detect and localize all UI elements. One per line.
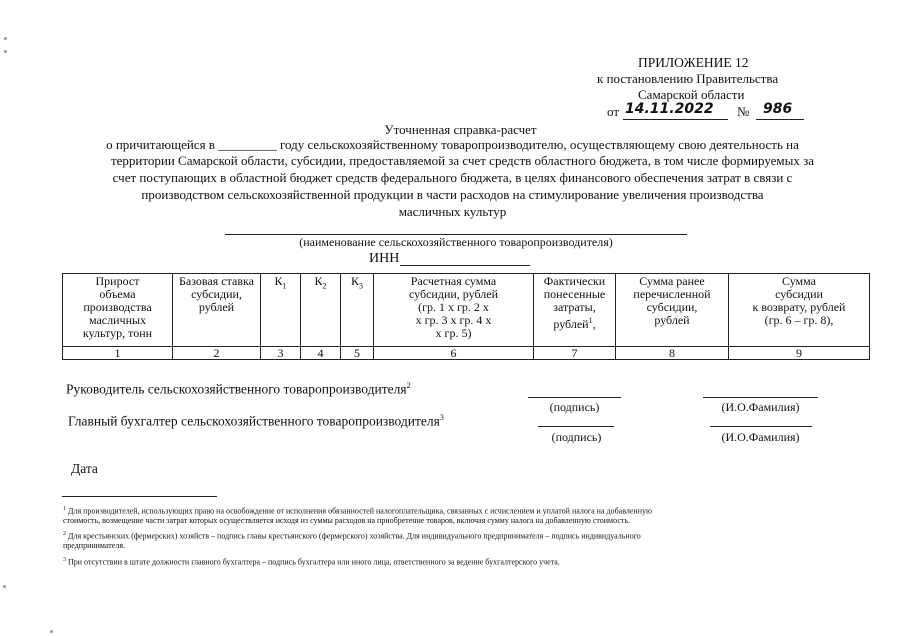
- handwritten-date: 14.11.2022: [625, 101, 714, 117]
- table-number-row: [63, 347, 870, 360]
- accountant-signature-label: Главный бухгалтер сельскохозяйственного товаропроизводителя$^3$: [68, 413, 444, 429]
- footnote-3: $^3$ При отсутствии в штате должности главного бухгалтера – подпись бухгалтера или иного лица, ответственного за ведение бухгалтерского учета.: [63, 557, 560, 567]
- scan-speck: [4, 50, 7, 53]
- col-header-previously-paid: Сумма ранее перечисленной субсидии, рублей: [616, 274, 729, 347]
- head-name-caption: (И.О.Фамилия): [721, 400, 800, 414]
- col-number: 4: [301, 347, 341, 360]
- col-header-growth: Прирост объема производства масличных культур, тонн: [63, 274, 173, 347]
- resolution-line: к постановлению Правительства: [597, 71, 779, 86]
- accountant-signature-line: [538, 426, 614, 427]
- head-signature-line: [528, 397, 621, 398]
- col-number: 2: [173, 347, 261, 360]
- title-line-1: о причитающейся в _________ году сельскохозяйственному товаропроизводителю, осуществляющему свою деятельность на: [106, 137, 799, 152]
- col-header-actual-costs: Фактически понесенные затраты, рублей$^1$,: [534, 274, 616, 347]
- head-name-line: [703, 397, 818, 398]
- scan-speck: [3, 585, 6, 588]
- date-label: Дата: [71, 461, 98, 476]
- appendix-title: ПРИЛОЖЕНИЕ 12: [638, 55, 749, 70]
- col-number: 6: [374, 347, 534, 360]
- footnote-2: $^2$ Для крестьянских (фермерских) хозяйств – подпись главы крестьянского (фермерского) хозяйства. Для индивидуального предпринимателя – подпись индивидуального: [63, 531, 641, 541]
- col-number: 5: [341, 347, 374, 360]
- scan-speck: [50, 630, 53, 633]
- inn-line: [400, 265, 530, 266]
- scan-speck: [4, 37, 7, 40]
- col-number: 3: [261, 347, 301, 360]
- date-prefix: от: [607, 104, 620, 119]
- accountant-name-caption: (И.О.Фамилия): [721, 430, 800, 444]
- handwritten-number: 986: [763, 101, 793, 117]
- head-signature-caption: (подпись): [549, 400, 600, 414]
- number-sign: №: [737, 104, 750, 119]
- number-underline: [756, 119, 804, 120]
- col-header-base-rate: Базовая ставка субсидии, рублей: [173, 274, 261, 347]
- col-header-k1: $К_1$: [261, 274, 301, 347]
- table-header-row: [63, 274, 870, 347]
- subsidy-table: [62, 273, 870, 360]
- col-number: 1: [63, 347, 173, 360]
- footnote-2-cont: предпринимателя.: [63, 541, 125, 550]
- title-line-3: счет поступающих в областной бюджет средств федерального бюджета, в целях финансового обеспечения затрат в связи с: [112, 170, 793, 185]
- date-underline: [623, 119, 728, 120]
- inn-label: ИНН: [369, 251, 400, 266]
- document-title: Уточненная справка-расчет: [384, 122, 537, 137]
- producer-caption: (наименование сельскохозяйственного товаропроизводителя): [299, 235, 613, 249]
- title-line-5: масличных культур: [398, 204, 507, 219]
- accountant-signature-caption: (подпись): [551, 430, 602, 444]
- col-number: 8: [616, 347, 729, 360]
- col-number: 9: [729, 347, 870, 360]
- title-line-4: производством сельскохозяйственной продукции в части расходов на стимулирование увеличения производства: [141, 187, 764, 202]
- col-header-calculated-sum: Расчетная сумма субсидии, рублей (гр. 1 х гр. 2 х х гр. 3 х гр. 4 х х гр. 5): [374, 274, 534, 347]
- region-line: Самарской области: [638, 87, 745, 102]
- col-header-k3: $К_3$: [341, 274, 374, 347]
- col-header-k2: $К_2$: [301, 274, 341, 347]
- title-line-2: территории Самарской области, субсидии, предоставляемой за счет средств областного бюджета, в том числе формируемых за: [110, 153, 815, 168]
- accountant-name-line: [710, 426, 812, 427]
- col-header-refund: Сумма субсидии к возврату, рублей (гр. 6 – гр. 8),: [729, 274, 870, 347]
- footnote-1-cont: стоимость, возмещение части затрат которых осуществляется исходя из суммы расходов на приобретение товаров, включая сумму налога на добавленную стоимость.: [63, 516, 631, 525]
- head-signature-label: Руководитель сельскохозяйственного товаропроизводителя$^2$: [66, 381, 411, 397]
- footnote-1: $^1$ Для производителей, использующих право на освобождение от исполнения обязанностей налогоплательщика, связанных с исчислением и уплатой налога на добавленную: [63, 506, 652, 516]
- col-number: 7: [534, 347, 616, 360]
- footnote-separator: [62, 496, 217, 497]
